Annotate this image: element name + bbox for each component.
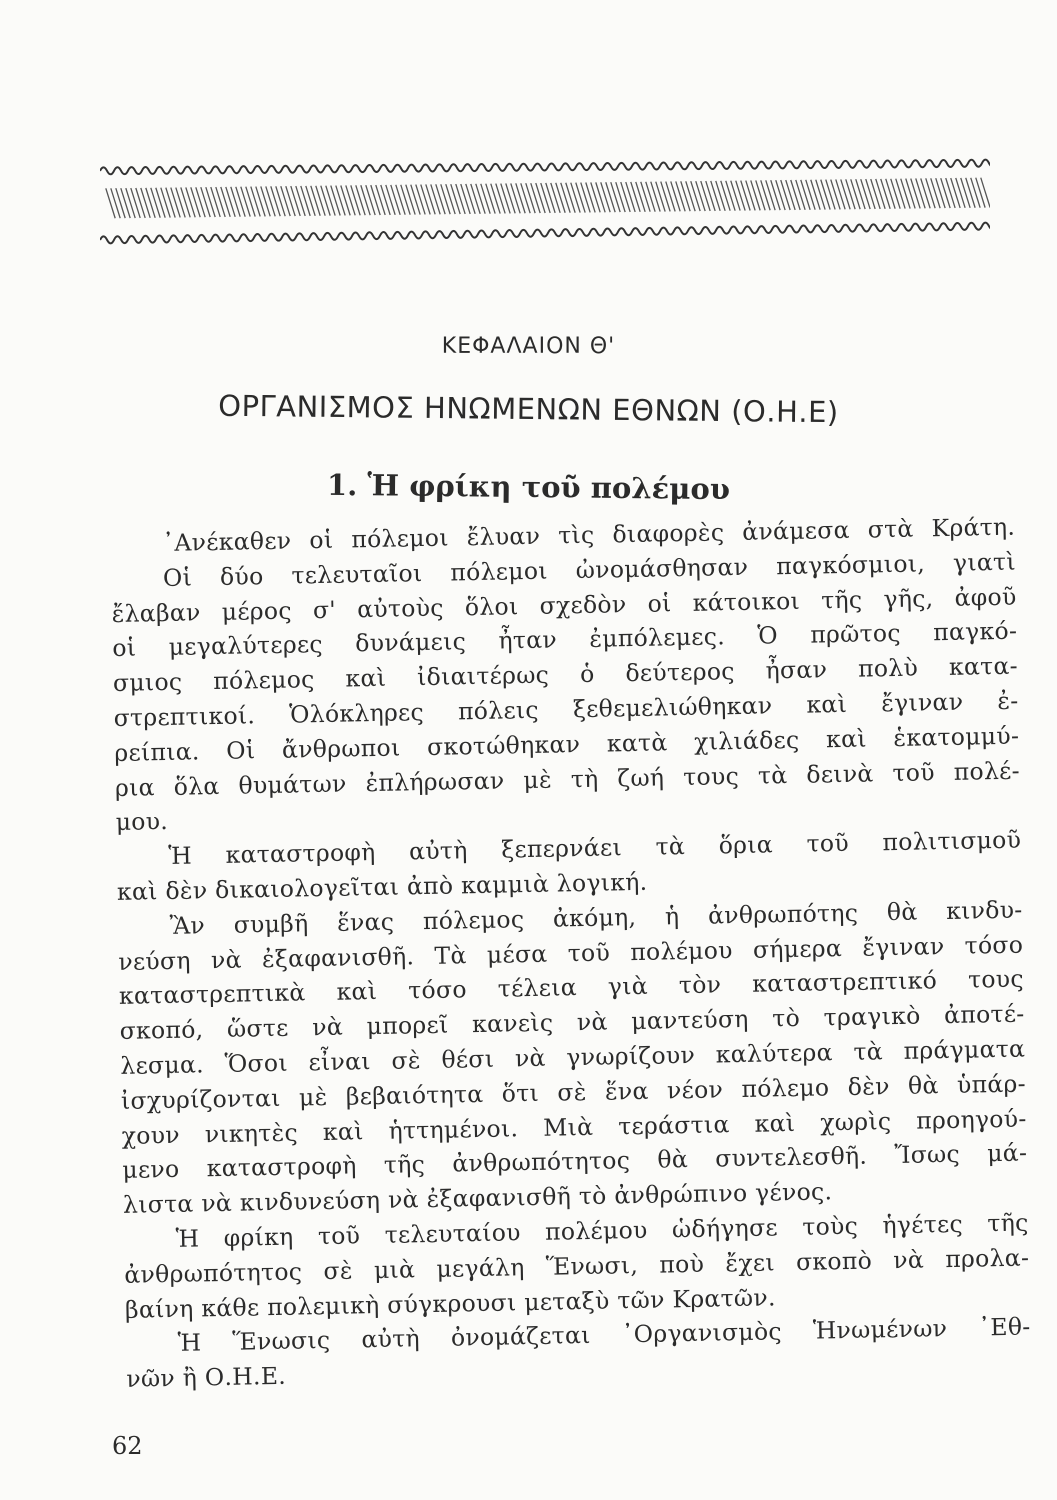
hatch-line bbox=[126, 188, 135, 218]
hatch-line bbox=[496, 183, 505, 213]
hatch-line bbox=[891, 179, 900, 209]
hatch-line bbox=[406, 185, 415, 215]
hatch-line bbox=[931, 178, 940, 208]
hatch-line bbox=[236, 187, 245, 217]
hatch-line bbox=[416, 184, 425, 214]
hatch-line bbox=[216, 187, 225, 217]
text-line: Ἡ καταστροφὴ αὐτὴ ξεπερνάει τὰ ὅρια τοῦ πολιτισμοῦ bbox=[168, 825, 1022, 871]
hatch-line bbox=[661, 181, 670, 211]
hatch-line bbox=[766, 180, 775, 210]
hatch-line bbox=[371, 185, 380, 215]
hatch-line bbox=[961, 178, 970, 208]
hatch-line bbox=[611, 182, 620, 212]
hatch-line bbox=[781, 180, 790, 210]
hatch-line bbox=[756, 180, 765, 210]
hatch-line bbox=[926, 178, 935, 208]
hatch-line bbox=[681, 181, 690, 211]
hatch-line bbox=[111, 188, 120, 218]
hatch-line bbox=[981, 178, 990, 208]
text-line: στρεπτικοί. Ὁλόκληρες πόλεις ξεθεμελιώθηκαν καὶ ἔγιναν ἐ- bbox=[113, 686, 1019, 732]
hatch-line bbox=[446, 184, 455, 214]
hatch-line bbox=[386, 185, 395, 215]
hatch-line bbox=[886, 179, 895, 209]
text-line: μενο καταστροφὴ τῆς ἀνθρωπότητος θὰ συντελεσθῆ. Ἴσως μά- bbox=[122, 1138, 1028, 1185]
hatch-line bbox=[801, 180, 810, 210]
hatch-line bbox=[871, 179, 880, 209]
hatch-line bbox=[451, 184, 460, 214]
hatch-line bbox=[506, 183, 515, 213]
hatch-line bbox=[456, 184, 465, 214]
hatch-line bbox=[211, 187, 220, 217]
hatch-line bbox=[696, 181, 705, 211]
hatch-line bbox=[806, 180, 815, 210]
hatch-line bbox=[136, 188, 145, 218]
hatch-line bbox=[206, 187, 215, 217]
hatch-line bbox=[276, 186, 285, 216]
hatch-line bbox=[591, 182, 600, 212]
hatch-line bbox=[551, 183, 560, 213]
hatch-line bbox=[391, 185, 400, 215]
hatch-line bbox=[846, 179, 855, 209]
hatch-line bbox=[266, 186, 275, 216]
hatch-line bbox=[746, 180, 755, 210]
hatch-line bbox=[606, 182, 615, 212]
hatch-line bbox=[901, 179, 910, 209]
hatch-line bbox=[161, 188, 170, 218]
hatch-line bbox=[481, 184, 490, 214]
text-line: καταστρεπτικὰ καὶ τόσο τέλεια γιὰ τὸν καταστρεπτικό τους bbox=[118, 964, 1025, 1011]
hatch-line bbox=[421, 184, 430, 214]
hatch-line bbox=[676, 181, 685, 211]
hatch-line bbox=[971, 178, 980, 208]
hatch-line bbox=[966, 178, 975, 208]
hatch-line bbox=[306, 186, 315, 216]
hatch-line bbox=[736, 181, 745, 211]
chapter-title: ΟΡΓΑΝΙΣΜΟΣ ΗΝΩΜΕΝΩΝ ΕΘΝΩΝ (Ο.Η.Ε) bbox=[218, 388, 839, 430]
hatch-line bbox=[741, 180, 750, 210]
hatch-line bbox=[531, 183, 540, 213]
hatch-line bbox=[381, 185, 390, 215]
hatch-line bbox=[121, 188, 130, 218]
hatch-line bbox=[826, 179, 835, 209]
text-line: μου. bbox=[115, 807, 169, 837]
hatch-line bbox=[656, 182, 665, 212]
hatch-line bbox=[916, 178, 925, 208]
hatch-line bbox=[671, 181, 680, 211]
hatch-line bbox=[646, 182, 655, 212]
hatch-line bbox=[341, 185, 350, 215]
hatch-line bbox=[666, 181, 675, 211]
hatch-line bbox=[476, 184, 485, 214]
hatch-line bbox=[436, 184, 445, 214]
hatch-line bbox=[626, 182, 635, 212]
hatch-line bbox=[231, 187, 240, 217]
ornament-wave bbox=[100, 160, 990, 175]
hatch-line bbox=[841, 179, 850, 209]
text-line: ἰσχυρίζονται μὲ βεβαιότητα ὅτι σὲ ἕνα νέον πόλεμο δὲν θὰ ὑπάρ- bbox=[120, 1069, 1027, 1115]
hatch-line bbox=[651, 182, 660, 212]
hatch-line bbox=[326, 186, 335, 216]
hatch-line bbox=[351, 185, 360, 215]
text-line: νεύση νὰ ἐξαφανισθῆ. Τὰ μέσα τοῦ πολέμου σήμερα ἔγιναν τόσο bbox=[118, 930, 1024, 976]
hatch-line bbox=[431, 184, 440, 214]
hatch-line bbox=[946, 178, 955, 208]
hatch-line bbox=[286, 186, 295, 216]
hatch-line bbox=[716, 181, 725, 211]
hatch-line bbox=[536, 183, 545, 213]
hatch-line bbox=[401, 185, 410, 215]
hatch-line bbox=[706, 181, 715, 211]
hatch-line bbox=[196, 187, 205, 217]
hatch-line bbox=[516, 183, 525, 213]
hatch-line bbox=[146, 188, 155, 218]
hatch-line bbox=[786, 180, 795, 210]
body-text bbox=[110, 510, 1032, 1397]
hatch-line bbox=[556, 183, 565, 213]
hatch-line bbox=[296, 186, 305, 216]
hatch-line bbox=[686, 181, 695, 211]
text-line: ρείπια. Οἱ ἄνθρωποι σκοτώθηκαν κατὰ χιλιάδες καὶ ἑκατομμύ- bbox=[114, 721, 1020, 767]
hatch-line bbox=[356, 185, 365, 215]
hatch-line bbox=[336, 185, 345, 215]
hatch-line bbox=[856, 179, 865, 209]
hatch-line bbox=[346, 185, 355, 215]
hatch-line bbox=[141, 188, 150, 218]
hatch-line bbox=[761, 180, 770, 210]
hatch-line bbox=[171, 187, 180, 217]
text-line: λεσμα. Ὅσοι εἶναι σὲ θέσι νὰ γνωρίζουν καλύτερα τὰ πράγματα bbox=[120, 1034, 1026, 1080]
hatch-line bbox=[246, 187, 255, 217]
hatch-line bbox=[851, 179, 860, 209]
text-line: ἀνθρωπότητος σὲ μιὰ μεγάλη Ἕνωσι, ποὺ ἔχει σκοπὸ νὰ προλα- bbox=[124, 1243, 1030, 1289]
text-line: βαίνη κάθε πολεμικὴ σύγκρουσι μεταξὺ τῶν Κρατῶν. bbox=[124, 1282, 776, 1324]
hatch-line bbox=[221, 187, 230, 217]
hatch-line bbox=[116, 188, 125, 218]
hatch-line bbox=[566, 183, 575, 213]
hatch-line bbox=[486, 184, 495, 214]
hatch-line bbox=[191, 187, 200, 217]
hatch-line bbox=[291, 186, 300, 216]
hatch-line bbox=[581, 182, 590, 212]
hatch-line bbox=[936, 178, 945, 208]
hatch-line bbox=[316, 186, 325, 216]
hatch-line bbox=[501, 183, 510, 213]
hatch-line bbox=[321, 186, 330, 216]
text-line: καὶ δὲν δικαιολογεῖται ἀπὸ καμμιὰ λογική. bbox=[116, 867, 648, 906]
hatch-line bbox=[261, 186, 270, 216]
text-line: νῶν ἢ Ο.Η.Ε. bbox=[126, 1361, 287, 1393]
hatch-line bbox=[491, 184, 500, 214]
hatch-line bbox=[166, 188, 175, 218]
hatch-line bbox=[636, 182, 645, 212]
text-line: Ἂν συμβῆ ἕνας πόλεμος ἀκόμη, ἡ ἀνθρωπότης θὰ κινδυ- bbox=[169, 895, 1023, 940]
hatch-line bbox=[911, 178, 920, 208]
hatch-line bbox=[586, 182, 595, 212]
hatch-line bbox=[526, 183, 535, 213]
text-line: σμιος πόλεμος καὶ ἰδιαιτέρως ὁ δεύτερος ἦσαν πολὺ κατα- bbox=[112, 651, 1019, 698]
hatch-line bbox=[426, 184, 435, 214]
text-line: σκοπό, ὥστε νὰ μπορεῖ κανεὶς νὰ μαντεύση τὸ τραγικὸ ἀποτέ- bbox=[119, 999, 1025, 1046]
hatch-line bbox=[641, 182, 650, 212]
hatch-line bbox=[376, 185, 385, 215]
hatch-line bbox=[816, 180, 825, 210]
page-number: 62 bbox=[112, 1432, 143, 1460]
hatch-line bbox=[411, 185, 420, 215]
text-line: ἔλαβαν μέρος σ' αὐτοὺς ὅλοι σχεδὸν οἱ κάτοικοι τῆς γῆς, ἀφοῦ bbox=[111, 582, 1017, 628]
text-line: λιστα νὰ κινδυνεύση νὰ ἐξαφανισθῆ τὸ ἀνθρώπινο γένος. bbox=[122, 1177, 833, 1220]
hatch-line bbox=[301, 186, 310, 216]
hatch-line bbox=[106, 188, 115, 218]
hatch-line bbox=[616, 182, 625, 212]
text-line: Οἱ δύο τελευταῖοι πόλεμοι ὠνομάσθησαν παγκόσμιοι, γιατὶ bbox=[162, 547, 1017, 592]
hatch-line bbox=[726, 181, 735, 211]
ornament-wave bbox=[100, 222, 990, 243]
hatch-line bbox=[271, 186, 280, 216]
hatch-line bbox=[621, 182, 630, 212]
hatch-line bbox=[181, 187, 190, 217]
hatch-line bbox=[796, 180, 805, 210]
hatch-line bbox=[921, 178, 930, 208]
hatch-line bbox=[511, 183, 520, 213]
hatch-line bbox=[471, 184, 480, 214]
hatch-line bbox=[691, 181, 700, 211]
hatch-line bbox=[751, 180, 760, 210]
hatch-line bbox=[176, 187, 185, 217]
hatch-line bbox=[836, 179, 845, 209]
hatch-line bbox=[311, 186, 320, 216]
hatch-line bbox=[281, 186, 290, 216]
hatch-line bbox=[241, 187, 250, 217]
hatch-line bbox=[441, 184, 450, 214]
hatch-line bbox=[876, 179, 885, 209]
hatch-line bbox=[156, 188, 165, 218]
ornament-border-icon bbox=[100, 145, 990, 245]
hatch-line bbox=[811, 180, 820, 210]
hatch-line bbox=[461, 184, 470, 214]
hatch-line bbox=[546, 183, 555, 213]
hatch-line bbox=[151, 188, 160, 218]
hatch-line bbox=[596, 182, 605, 212]
hatch-line bbox=[226, 187, 235, 217]
hatch-line bbox=[701, 181, 710, 211]
hatch-line bbox=[731, 181, 740, 211]
chapter-label: ΚΕΦΑΛΑΙΟΝ Θ' bbox=[441, 334, 616, 359]
hatch-line bbox=[256, 186, 265, 216]
hatch-line bbox=[466, 184, 475, 214]
hatch-line bbox=[131, 188, 140, 218]
hatch-line bbox=[721, 181, 730, 211]
hatch-line bbox=[861, 179, 870, 209]
hatch-line bbox=[906, 178, 915, 208]
text-line: Ἡ φρίκη τοῦ τελευταίου πολέμου ὡδήγησε τοὺς ἡγέτες τῆς bbox=[175, 1208, 1029, 1253]
hatch-line bbox=[521, 183, 530, 213]
hatch-line bbox=[951, 178, 960, 208]
hatch-line bbox=[821, 180, 830, 210]
hatch-line bbox=[771, 180, 780, 210]
hatch-line bbox=[601, 182, 610, 212]
hatch-line bbox=[711, 181, 720, 211]
hatch-line bbox=[956, 178, 965, 208]
hatch-line bbox=[631, 182, 640, 212]
decorative-header-ornament bbox=[100, 145, 990, 245]
text-line: χουν νικητὲς καὶ ἡττημένοι. Μιὰ τεράστια καὶ χωρὶς προηγού- bbox=[121, 1104, 1027, 1150]
hatch-line bbox=[866, 179, 875, 209]
hatch-line bbox=[251, 186, 260, 216]
hatch-line bbox=[576, 183, 585, 213]
hatch-line bbox=[831, 179, 840, 209]
hatch-line bbox=[186, 187, 195, 217]
hatch-line bbox=[571, 183, 580, 213]
section-heading: 1. Ἡ φρίκη τοῦ πολέμου bbox=[326, 467, 731, 507]
hatch-line bbox=[896, 179, 905, 209]
hatch-line bbox=[941, 178, 950, 208]
hatch-line bbox=[361, 185, 370, 215]
text-line: οἱ μεγαλύτερες δυνάμεις ἦταν ἐμπόλεμες. Ὁ πρῶτος παγκό- bbox=[112, 616, 1018, 663]
hatch-line bbox=[976, 178, 985, 208]
hatch-line bbox=[331, 186, 340, 216]
hatch-line bbox=[396, 185, 405, 215]
hatch-line bbox=[541, 183, 550, 213]
hatch-line bbox=[881, 179, 890, 209]
hatch-line bbox=[201, 187, 210, 217]
ornament-hatching bbox=[106, 178, 990, 219]
hatch-line bbox=[561, 183, 570, 213]
hatch-line bbox=[366, 185, 375, 215]
text-line: ᾽Ανέκαθεν οἱ πόλεμοι ἔλυαν τὶς διαφορὲς ἀνάμεσα στὰ Κράτη. bbox=[162, 512, 1016, 557]
text-line: Ἡ Ἕνωσις αὐτὴ ὀνομάζεται ᾽Οργανισμὸς Ἡνωμένων ᾽Εθ- bbox=[177, 1312, 1031, 1358]
hatch-line bbox=[776, 180, 785, 210]
text-line: ρια ὅλα θυμάτων ἐπλήρωσαν μὲ τὴ ζωή τους τὰ δεινὰ τοῦ πολέ- bbox=[114, 756, 1021, 802]
hatch-line bbox=[791, 180, 800, 210]
